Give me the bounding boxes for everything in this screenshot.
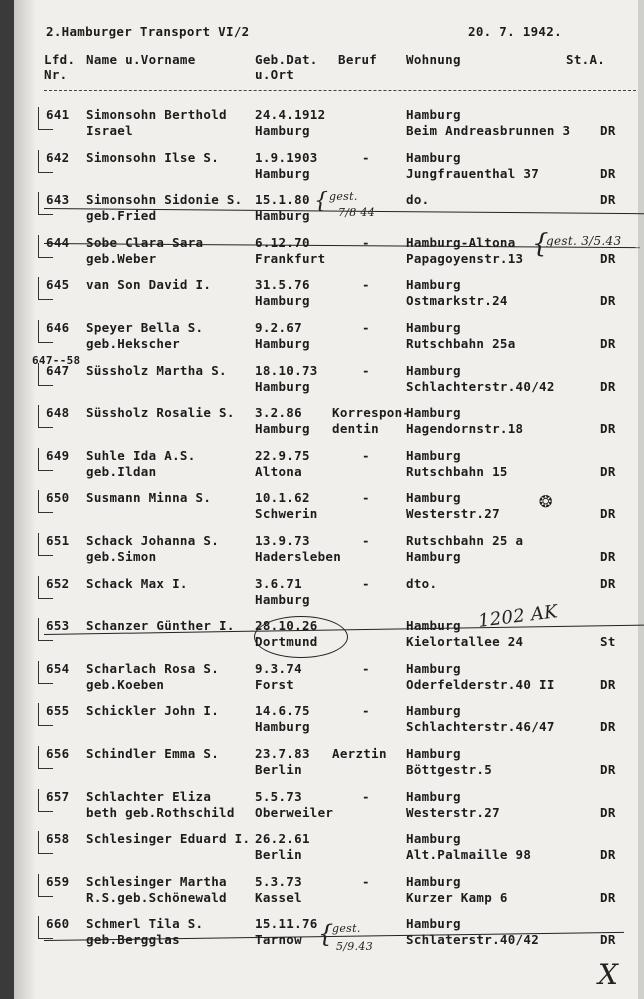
entry-residence-street: Hagendornstr.18 (406, 421, 524, 437)
entry-occupation: - (362, 660, 370, 676)
entry-birth-place: Berlin (255, 762, 302, 777)
table-row (14, 746, 644, 788)
entry-birth-date: 23.7.83 (255, 746, 310, 761)
table-row (14, 405, 644, 447)
table-row (14, 533, 644, 575)
col-header-nr: Nr. (44, 67, 68, 82)
entry-number: 654 (46, 660, 70, 676)
entry-name: Schlesinger Martha (86, 873, 227, 889)
entry-birth-place: Hamburg (255, 123, 310, 138)
transport-date: 20. 7. 1942. (468, 24, 562, 39)
entry-number: 656 (46, 746, 70, 761)
table-row (14, 320, 644, 362)
document-page (14, 0, 644, 999)
entry-citizenship: DR (600, 378, 616, 394)
entry-name-line2: geb.Ildan (86, 463, 157, 479)
entry-residence-city: Hamburg (406, 447, 461, 463)
entry-birth-place: Oberweiler (255, 804, 334, 820)
hand-bracket-660: { (318, 920, 334, 948)
entry-birth-date: 15.11.76 (255, 916, 318, 932)
entry-birth-place: Dortmund (255, 634, 318, 650)
entry-number: 642 (46, 149, 70, 165)
entry-name: Schack Johanna S. (86, 533, 220, 548)
entry-residence-city: Hamburg (406, 618, 461, 634)
entry-citizenship: DR (600, 575, 616, 591)
entry-residence-street: Schlachterstr.46/47 (406, 719, 555, 735)
entry-occupation: - (362, 234, 370, 250)
entry-citizenship: DR (600, 165, 616, 181)
entry-name: Schmerl Tila S. (86, 916, 204, 932)
entry-name: Schack Max I. (86, 575, 188, 591)
table-row (14, 107, 644, 149)
entry-birth-date: 14.6.75 (255, 703, 310, 719)
entry-birth-place: Hamburg (255, 719, 310, 735)
entry-occupation: - (362, 277, 370, 293)
entry-residence-city: Hamburg (406, 831, 461, 847)
entry-occupation: Korrespon- (332, 405, 411, 421)
entry-birth-date: 1.9.1903 (255, 149, 318, 165)
entry-birth-date: 28.10.26 (255, 618, 318, 634)
entry-citizenship: DR (600, 762, 616, 777)
entry-number: 646 (46, 320, 70, 335)
entry-name-line2: Israel (86, 123, 133, 138)
entry-birth-date: 6.12.70 (255, 234, 310, 250)
entry-number: 649 (46, 447, 70, 463)
entry-birth-date: 26.2.61 (255, 831, 310, 847)
entry-number: 657 (46, 788, 70, 804)
table-row (14, 363, 644, 405)
entry-occupation: - (362, 490, 370, 506)
entry-residence-city: Hamburg (406, 320, 461, 335)
entry-citizenship: DR (600, 549, 616, 564)
entry-occupation: - (362, 873, 370, 889)
entry-occupation: - (362, 447, 370, 463)
entry-citizenship: DR (600, 676, 616, 692)
entry-birth-place: Berlin (255, 847, 302, 863)
entry-residence-city: dto. (406, 575, 438, 591)
entry-residence-street: Kurzer Kamp 6 (406, 889, 508, 905)
entry-name-line2: geb.Bergglas (86, 932, 180, 948)
entry-residence-street: Alt.Palmaille 98 (406, 847, 532, 863)
col-header-name: Name u.Vorname (86, 52, 196, 67)
hand-note-653: 1202 AK (477, 601, 560, 632)
entry-citizenship: DR (600, 463, 616, 479)
entry-name: Simonsohn Ilse S. (86, 149, 220, 165)
entry-number: 644 (46, 234, 70, 250)
entry-residence-city: Hamburg (406, 149, 461, 165)
entry-citizenship: DR (600, 804, 616, 820)
entry-residence-street: Jungfrauenthal 37 (406, 165, 540, 181)
entry-birth-place: Hamburg (255, 591, 310, 607)
col-header-gebdat: Geb.Dat. (255, 52, 318, 67)
entry-birth-date: 22.9.75 (255, 447, 310, 463)
entry-birth-date: 5.5.73 (255, 788, 302, 804)
entry-birth-place: Tarnow (255, 932, 302, 948)
entry-residence-street: Schlaterstr.40/42 (406, 932, 540, 948)
entry-number: 660 (46, 916, 70, 932)
entry-birth-place: Schwerin (255, 506, 318, 522)
entry-number: 650 (46, 490, 70, 506)
entry-occupation: - (362, 788, 370, 804)
entry-residence-city: Hamburg (406, 746, 461, 761)
entry-birth-place: Hamburg (255, 378, 310, 394)
entry-birth-place: Hamburg (255, 293, 310, 309)
entry-number: 641 (46, 107, 70, 122)
entry-residence-city: Hamburg (406, 916, 461, 932)
entry-residence-city: Hamburg (406, 107, 461, 122)
circled-birth-entry-653 (254, 616, 348, 658)
entry-number: 653 (46, 618, 70, 634)
entry-citizenship: DR (600, 192, 616, 208)
entry-residence-street: Westerstr.27 (406, 506, 500, 522)
table-row (14, 874, 644, 916)
hand-note-643-a: gest. (329, 190, 358, 203)
table-row (14, 661, 644, 703)
entry-birth-place: Hamburg (255, 165, 310, 181)
entry-birth-place: Hamburg (255, 336, 310, 351)
entry-name: Schlesinger Eduard I. (86, 831, 251, 847)
entry-number: 643 (46, 192, 70, 208)
entry-name: Simonsohn Berthold (86, 107, 227, 122)
entry-birth-date: 5.3.73 (255, 873, 302, 889)
entry-birth-date: 15.1.80 (255, 192, 310, 208)
entry-birth-date: 10.1.62 (255, 490, 310, 506)
entry-residence-street: Papagoyenstr.13 (406, 250, 524, 266)
entry-residence-city: Hamburg (406, 703, 461, 719)
overtyped-line-number: 647--58 (32, 354, 81, 367)
entry-occupation: - (362, 320, 370, 335)
ink-blot: ❂ (539, 488, 553, 513)
entry-residence-street: Ostmarkstr.24 (406, 293, 508, 309)
entry-name: Susmann Minna S. (86, 490, 212, 506)
entry-birth-date: 31.5.76 (255, 277, 310, 293)
entry-citizenship: DR (600, 506, 616, 522)
entry-number: 652 (46, 575, 70, 591)
table-row (14, 150, 644, 192)
hand-note-660-b: 5/9.43 (336, 940, 373, 953)
hand-note-660-a: gest. (332, 922, 361, 935)
entry-name: Schickler John I. (86, 703, 220, 719)
table-row (14, 789, 644, 831)
entry-name: Sobe Clara Sara (86, 234, 204, 250)
entry-residence-city: do. (406, 192, 430, 208)
entry-citizenship: DR (600, 250, 616, 266)
entry-number: 651 (46, 533, 70, 548)
hand-note-644: gest. 3/5.43 (546, 234, 622, 248)
entry-name: Süssholz Rosalie S. (86, 405, 235, 421)
entry-citizenship: St (600, 634, 616, 650)
entry-residence-city: Hamburg-Altona (406, 234, 516, 250)
entry-residence-street: Böttgestr.5 (406, 762, 493, 777)
entry-citizenship: DR (600, 889, 616, 905)
entry-residence-street: Hamburg (406, 549, 461, 564)
entry-occupation-line2: dentin (332, 421, 379, 437)
entry-residence-street: Beim Andreasbrunnen 3 (406, 123, 571, 138)
entry-citizenship: DR (600, 293, 616, 309)
entry-citizenship: DR (600, 847, 616, 863)
entry-citizenship: DR (600, 719, 616, 735)
entry-name: Scharlach Rosa S. (86, 660, 220, 676)
entry-citizenship: DR (600, 421, 616, 437)
entry-name-line2: geb.Weber (86, 250, 157, 266)
header-rule (44, 90, 636, 91)
hand-bracket-643: { (314, 189, 329, 214)
entry-birth-place: Hamburg (255, 421, 310, 437)
entry-number: 655 (46, 703, 70, 719)
table-row (14, 448, 644, 490)
transport-title: 2.Hamburger Transport VI/2 (46, 24, 250, 39)
hand-bracket-644: { (532, 229, 549, 259)
entry-birth-date: 13.9.73 (255, 533, 310, 548)
entry-residence-city: Hamburg (406, 660, 461, 676)
entry-residence-city: Rutschbahn 25 a (406, 533, 524, 548)
entry-occupation: Aerztin (332, 746, 387, 761)
table-row (14, 831, 644, 873)
entry-name: Schanzer Günther I. (86, 618, 235, 634)
col-header-ort: u.Ort (255, 67, 295, 82)
entry-name: Schlachter Eliza (86, 788, 212, 804)
entry-name-line2: beth geb.Rothschild (86, 804, 235, 820)
entry-birth-place: Hadersleben (255, 549, 342, 564)
col-header-wohnung: Wohnung (406, 52, 461, 67)
entry-occupation: - (362, 362, 370, 378)
entry-number: 648 (46, 405, 70, 421)
hand-x-mark: X (598, 958, 619, 991)
entry-birth-place: Hamburg (255, 208, 310, 224)
entry-residence-city: Hamburg (406, 362, 461, 378)
entry-occupation: - (362, 533, 370, 548)
hand-note-643-b: 7/8 44 (338, 206, 375, 219)
entry-residence-street: Schlachterstr.40/42 (406, 378, 555, 394)
entry-number: 658 (46, 831, 70, 847)
entry-name: Simonsohn Sidonie S. (86, 192, 243, 208)
entry-name: Schindler Emma S. (86, 746, 220, 761)
entry-birth-date: 9.3.74 (255, 660, 302, 676)
entry-birth-date: 3.6.71 (255, 575, 302, 591)
entry-number: 645 (46, 277, 70, 293)
table-row (14, 277, 644, 319)
entry-name: van Son David I. (86, 277, 212, 293)
entry-birth-date: 18.10.73 (255, 362, 318, 378)
entry-occupation: - (362, 575, 370, 591)
entry-residence-street: Westerstr.27 (406, 804, 500, 820)
entry-birth-place: Forst (255, 676, 295, 692)
entry-residence-city: Hamburg (406, 405, 461, 421)
entry-name: Süssholz Martha S. (86, 362, 227, 378)
col-header-beruf: Beruf (338, 52, 378, 67)
entry-birth-place: Altona (255, 463, 302, 479)
col-header-lfd: Lfd. (44, 52, 76, 67)
entry-residence-city: Hamburg (406, 788, 461, 804)
entry-residence-street: Rutschbahn 15 (406, 463, 508, 479)
entry-name-line2: geb.Fried (86, 208, 157, 224)
entry-residence-city: Hamburg (406, 873, 461, 889)
entry-birth-date: 9.2.67 (255, 320, 302, 335)
entry-citizenship: DR (600, 336, 616, 351)
entry-citizenship: DR (600, 932, 616, 948)
entry-name-line2: geb.Hekscher (86, 336, 180, 351)
entry-name-line2: R.S.geb.Schönewald (86, 889, 227, 905)
entry-number: 647 (46, 362, 70, 378)
entry-occupation: - (362, 149, 370, 165)
entry-residence-street: Oderfelderstr.40 II (406, 676, 555, 692)
entry-name: Suhle Ida A.S. (86, 447, 196, 463)
entry-birth-date: 24.4.1912 (255, 107, 326, 122)
entry-number: 659 (46, 873, 70, 889)
entry-birth-date: 3.2.86 (255, 405, 302, 421)
entry-residence-city: Hamburg (406, 490, 461, 506)
entry-name-line2: geb.Simon (86, 549, 157, 564)
entry-citizenship: DR (600, 123, 616, 138)
entry-residence-street: Kielortallee 24 (406, 634, 524, 650)
entry-name: Speyer Bella S. (86, 320, 204, 335)
entry-name-line2: geb.Koeben (86, 676, 165, 692)
table-row (14, 703, 644, 745)
entry-birth-place: Kassel (255, 889, 302, 905)
entry-residence-street: Rutschbahn 25a (406, 336, 516, 351)
entry-residence-city: Hamburg (406, 277, 461, 293)
entry-occupation: - (362, 703, 370, 719)
col-header-sta: St.A. (566, 52, 606, 67)
entry-birth-place: Frankfurt (255, 250, 326, 266)
